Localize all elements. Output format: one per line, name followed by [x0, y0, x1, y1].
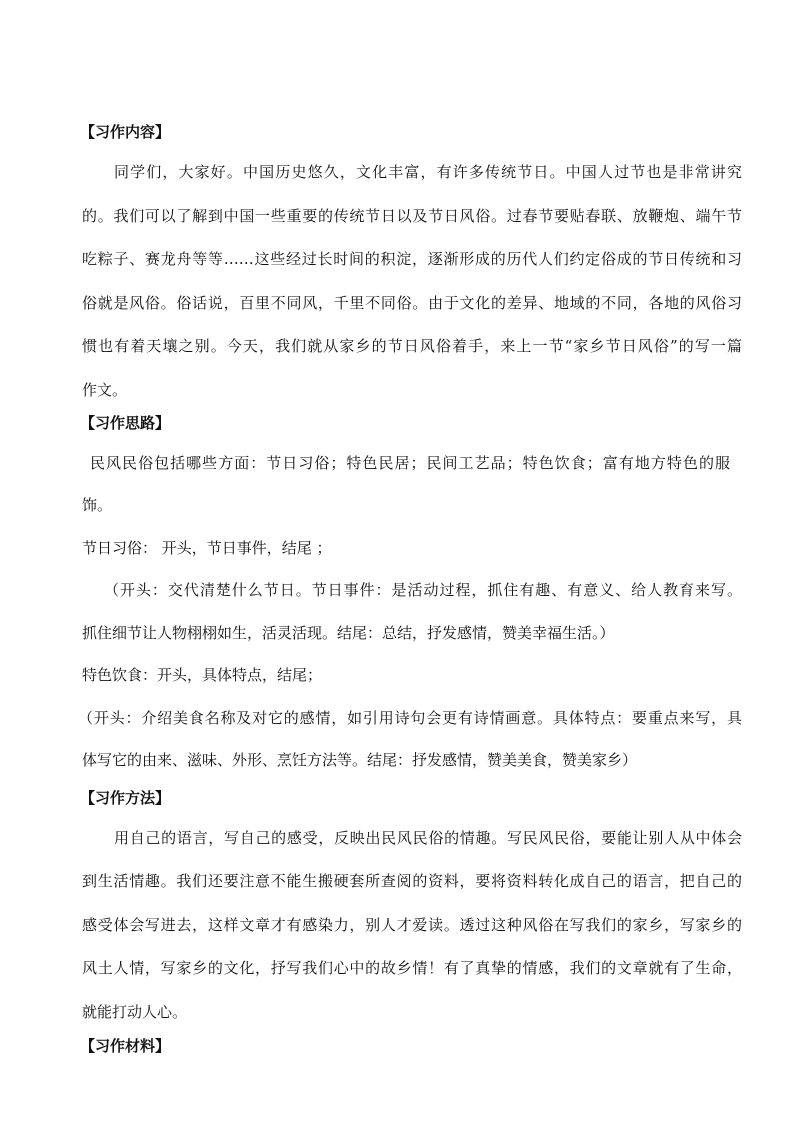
- section-heading-method: 【习作方法】: [80, 789, 171, 807]
- paragraph-line: 特色饮食：开头，具体特点，结尾；: [82, 666, 323, 684]
- section-heading-approach: 【习作思路】: [80, 414, 171, 432]
- paragraph-line: 感受体会写进去，这样文章才有感染力，别人才爱读。透过这种风俗在写我们的家乡，写家乡的: [82, 916, 742, 934]
- paragraph-line: 民风民俗包括哪些方面：节日习俗；特色民居；民间工艺品；特色饮食；富有地方特色的服: [90, 454, 730, 472]
- paragraph-line: 就能打动人心。: [82, 1003, 188, 1021]
- paragraph-line: 节日习俗： 开头，节日事件，结尾 ；: [82, 539, 332, 557]
- paragraph-line: 抓住细节让人物栩栩如生，活灵活现。结尾：总结，抒发感情，赞美幸福生活。）: [82, 624, 615, 642]
- paragraph-line: 到生活情趣。我们还要注意不能生搬硬套所查阅的资料，要将资料转化成自己的语言，把自己的: [82, 872, 742, 890]
- paragraph-line: （开头：交代清楚什么节日。节日事件：是活动过程，抓住有趣、有意义、给人教育来写。: [104, 581, 742, 599]
- paragraph-line: 饰。: [82, 496, 113, 514]
- paragraph-line: 惯也有着天壤之别。今天，我们就从家乡的节日风俗着手，来上一节“家乡节日风俗”的写一篇: [82, 337, 742, 355]
- paragraph-line: 用自己的语言，写自己的感受，反映出民风民俗的情趣。写民风民俗，要能让别人从中体会: [114, 829, 742, 847]
- paragraph-line: 体写它的由来、滋味、外形、烹饪方法等。结尾：抒发感情，赞美美食，赞美家乡）: [82, 751, 638, 769]
- paragraph-line: （开头：介绍美食名称及对它的感情，如引用诗句会更有诗情画意。具体特点：要重点来写，具: [78, 709, 742, 727]
- section-heading-content: 【习作内容】: [80, 123, 171, 141]
- paragraph-line: 作文。: [82, 381, 128, 399]
- section-heading-material: 【习作材料】: [80, 1037, 171, 1055]
- paragraph-line: 吃粽子、赛龙舟等等……这些经过长时间的积淀，逐渐形成的历代人们约定俗成的节日传统和习: [82, 250, 742, 268]
- paragraph-line: 风土人情，写家乡的文化，抒写我们心中的故乡情！有了真挚的情感，我们的文章就有了生命，: [82, 959, 742, 977]
- paragraph-line: 同学们，大家好。中国历史悠久，文化丰富，有许多传统节日。中国人过节也是非常讲究: [114, 163, 742, 181]
- paragraph-line: 的。我们可以了解到中国一些重要的传统节日以及节日风俗。过春节要贴春联、放鞭炮、端午节: [82, 207, 742, 225]
- paragraph-line: 俗就是风俗。俗话说，百里不同风，千里不同俗。由于文化的差异、地域的不同，各地的风俗习: [82, 294, 742, 312]
